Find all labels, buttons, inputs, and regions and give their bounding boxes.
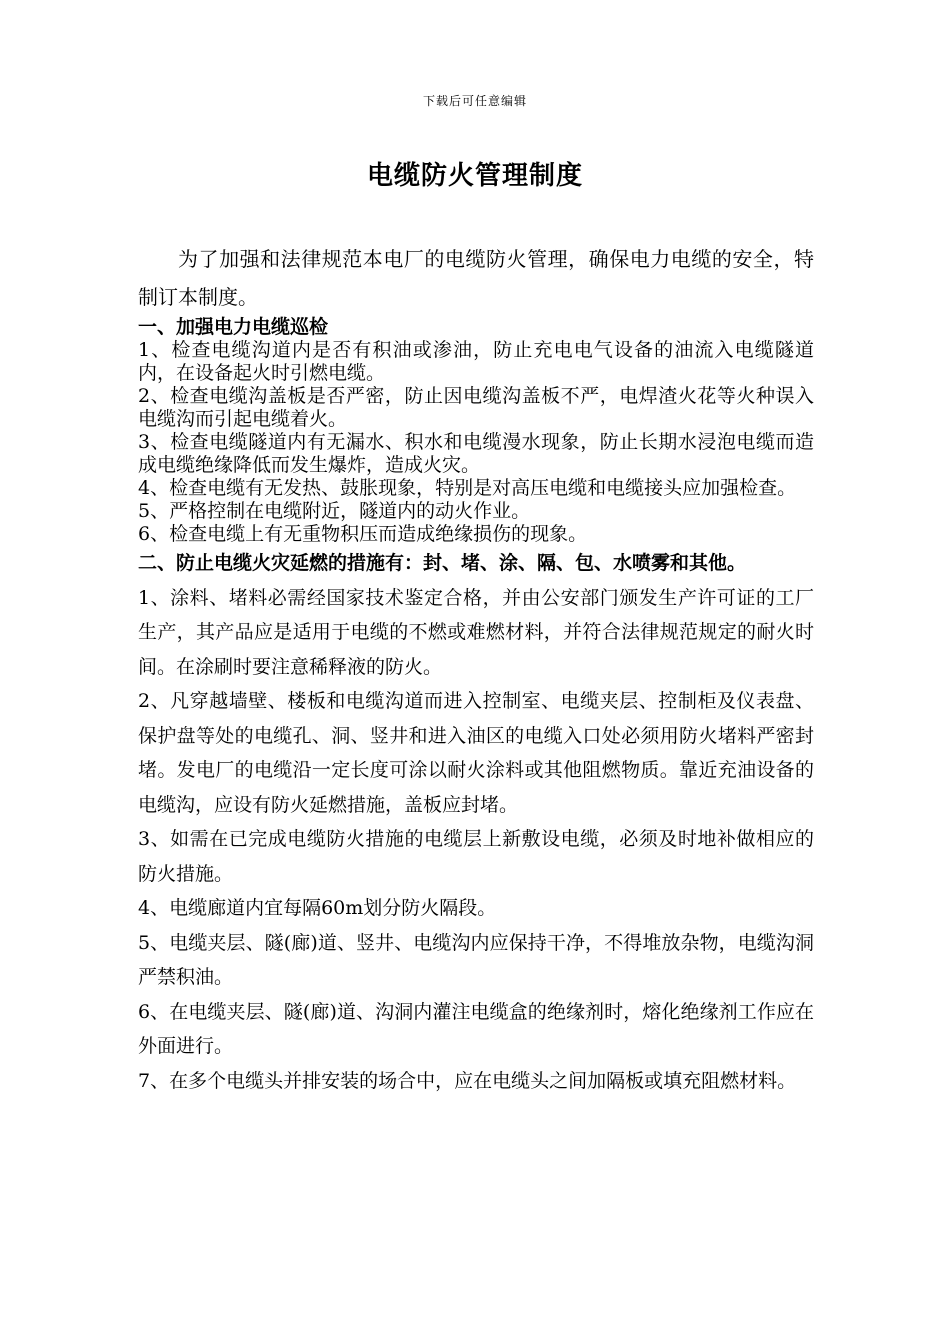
- section-2-item-7: 7、在多个电缆头并排安装的场合中，应在电缆头之间加隔板或填充阻燃材料。: [138, 1069, 797, 1092]
- section-1-item-2: 2、检查电缆沟盖板是否严密，防止因电缆沟盖板不严，电焊渣火花等火种误入电缆沟而引起电缆着火。: [138, 385, 814, 430]
- section-1-item-3: 3、检查电缆隧道内有无漏水、积水和电缆漫水现象，防止长期水浸泡电缆而造成电缆绝缘降低而发生爆炸，造成火灾。: [138, 431, 814, 476]
- section-1-item-6: 6、检查电缆上有无重物积压而造成绝缘损伤的现象。: [138, 523, 588, 545]
- section-2-item-6: 6、在电缆夹层、隧(廊)道、沟洞内灌注电缆盒的绝缘剂时，熔化绝缘剂工作应在外面进行。: [138, 1000, 814, 1057]
- document-body: [138, 240, 814, 1098]
- section-1-item-4: 4、检查电缆有无发热、鼓胀现象，特别是对高压电缆和电缆接头应加强检查。: [138, 477, 797, 499]
- section-2-item-5: 5、电缆夹层、隧(廊)道、竖井、电缆沟内应保持干净，不得堆放杂物，电缆沟洞严禁积油。: [138, 931, 814, 988]
- section-2-item-2: 2、凡穿越墙壁、楼板和电缆沟道而进入控制室、电缆夹层、控制柜及仪表盘、保护盘等处的电缆孔、洞、竖井和进入油区的电缆入口处必须用防火堵料严密封堵。发电厂的电缆沿一定长度可涂以耐火涂料或其他阻燃物质。靠近充油设备的电缆沟，应设有防火延燃措施，盖板应封堵。: [138, 690, 814, 816]
- section-1: [138, 316, 814, 546]
- section-2-item-3: 3、如需在已完成电缆防火措施的电缆层上新敷设电缆，必须及时地补做相应的防火措施。: [138, 828, 814, 885]
- section-2-heading: 二、防止电缆火灾延燃的措施有：封、堵、涂、隔、包、水喷雾和其他。: [138, 552, 747, 574]
- section-1-item-1: 1、检查电缆沟道内是否有积油或渗油，防止充电电气设备的油流入电缆隧道内，在设备起火时引燃电缆。: [138, 339, 814, 384]
- section-1-heading: 一、加强电力电缆巡检: [138, 316, 329, 338]
- header-note: 下载后可任意编辑: [422, 94, 527, 108]
- intro-paragraph: 为了加强和法律规范本电厂的电缆防火管理，确保电力电缆的安全，特制订本制度。: [138, 247, 814, 309]
- section-1-item-5: 5、严格控制在电缆附近，隧道内的动火作业。: [138, 500, 531, 522]
- section-2: [138, 546, 814, 1098]
- document-title: 电缆防火管理制度: [366, 161, 583, 191]
- section-2-item-4: 4、电缆廊道内宜每隔60m划分防火隔段。: [138, 897, 497, 919]
- section-2-item-1: 1、涂料、堵料必需经国家技术鉴定合格，并由公安部门颁发生产许可证的工厂生产，其产品应是适用于电缆的不燃或难燃材料，并符合法律规范规定的耐火时间。在涂刷时要注意稀释液的防火。: [138, 586, 814, 678]
